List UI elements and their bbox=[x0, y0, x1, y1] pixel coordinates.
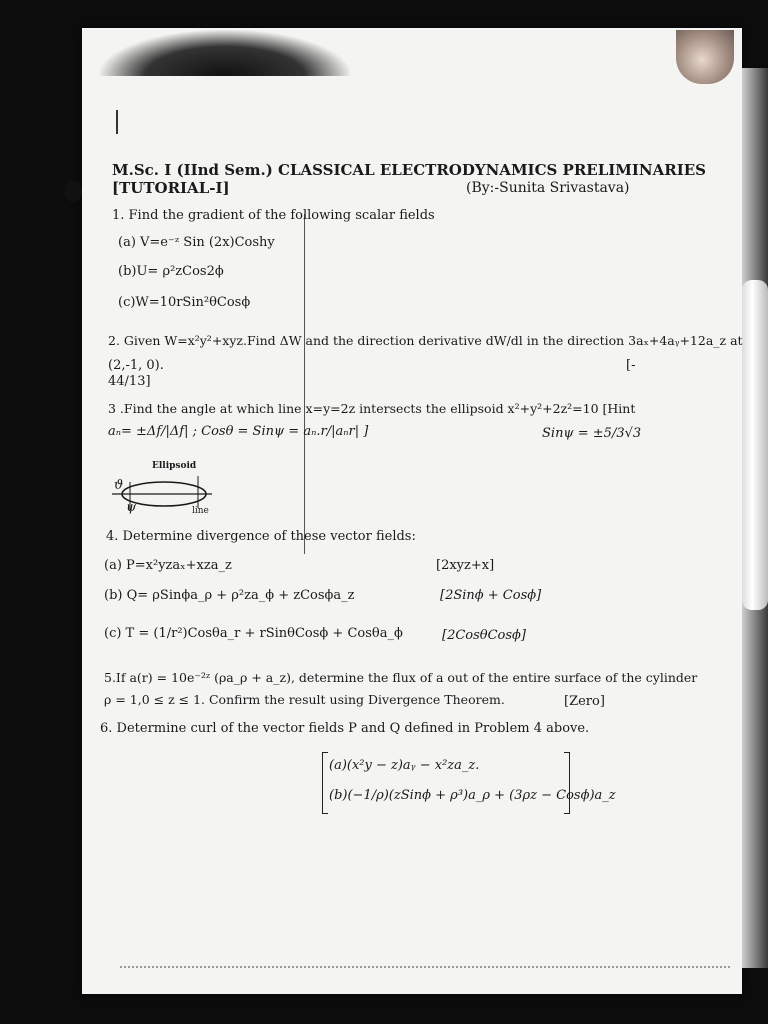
q3-hint: aₙ= ±Δf/|Δf| ; Cosθ = Sinψ = aₙ.r/|aₙr| ] bbox=[108, 424, 369, 439]
q5-line2: ρ = 1,0 ≤ z ≤ 1. Confirm the result using Divergence Theorem. bbox=[104, 692, 505, 707]
q6-answer-b: (b)(−1/ρ)(zSinϕ + ρ³)a_ρ + (3ρz − Cosϕ)a_z bbox=[329, 788, 616, 803]
thumb bbox=[676, 30, 734, 84]
q4-part-a: (a) P=x²yzaₓ+xza_z bbox=[104, 558, 232, 573]
bottom-dotted-line bbox=[120, 966, 730, 972]
q3-line1: 3 .Find the angle at which line x=y=2z intersects the ellipsoid x²+y²+2z²=10 [Hint bbox=[108, 401, 636, 416]
fig-label-ellipsoid: Ellipsoid bbox=[152, 461, 197, 471]
q2-answer: 44/13] bbox=[108, 374, 151, 389]
q4-part-c: (c) T = (1/r²)Cosθa_r + rSinθCosϕ + Cosθa_ϕ bbox=[104, 626, 403, 641]
author-credit: (By:-Sunita Srivastava) bbox=[466, 180, 630, 196]
torn-top-mark bbox=[100, 30, 350, 76]
pen bbox=[742, 280, 768, 610]
q5-line1: 5.If a(r) = 10e⁻²ᶻ (ρa_ρ + a_z), determine the flux of a out of the entire surface of the cylinder bbox=[104, 670, 698, 685]
q4-part-b: (b) Q= ρSinϕa_ρ + ρ²za_ϕ + zCosϕa_z bbox=[104, 588, 355, 603]
q5-answer: [Zero] bbox=[564, 694, 605, 709]
curl-answer-matrix bbox=[322, 752, 616, 814]
fig-psi: ψ bbox=[126, 500, 137, 515]
q6-stem: 6. Determine curl of the vector fields P and Q defined in Problem 4 above. bbox=[100, 721, 590, 736]
fig-label-line: line bbox=[192, 506, 209, 516]
q2-line2: (2,-1, 0). bbox=[108, 358, 164, 373]
q1-part-b: (b)U= ρ²zCos2ϕ bbox=[118, 264, 224, 279]
q1-part-a: (a) V=e⁻ᶻ Sin (2x)Coshy bbox=[118, 235, 275, 250]
q3-answer: Sinψ = ±5/3√3 bbox=[542, 426, 642, 441]
q4-answer-a: [2xyz+x] bbox=[436, 558, 495, 573]
q1-part-c: (c)W=10rSin²θCosϕ bbox=[118, 295, 251, 310]
fold-line bbox=[304, 214, 305, 554]
q4-stem: 4. Determine divergence of these vector fields: bbox=[106, 529, 416, 544]
fig-theta: ϑ bbox=[114, 478, 124, 493]
q4-answer-b: [2Sinϕ + Cosϕ] bbox=[440, 588, 542, 603]
q1-stem: 1. Find the gradient of the following scalar fields bbox=[112, 208, 435, 223]
q2-answer-open: [- bbox=[626, 358, 636, 373]
q2-line1: 2. Given W=x²y²+xyz.Find ΔW and the direction derivative dW/dl in the direction 3aₓ+4aᵧ+12a_z at bbox=[108, 333, 743, 348]
tutorial-label: [TUTORIAL-I] bbox=[112, 179, 230, 197]
q4-answer-c: [2CosθCosϕ] bbox=[442, 628, 526, 643]
stray-mark bbox=[116, 110, 118, 134]
q6-answer-a: (a)(x²y − z)aᵧ − x²za_z. bbox=[329, 758, 480, 773]
punch-hole bbox=[64, 180, 82, 202]
document-title: M.Sc. I (IInd Sem.) CLASSICAL ELECTRODYNAMICS PRELIMINARIES bbox=[112, 161, 707, 179]
